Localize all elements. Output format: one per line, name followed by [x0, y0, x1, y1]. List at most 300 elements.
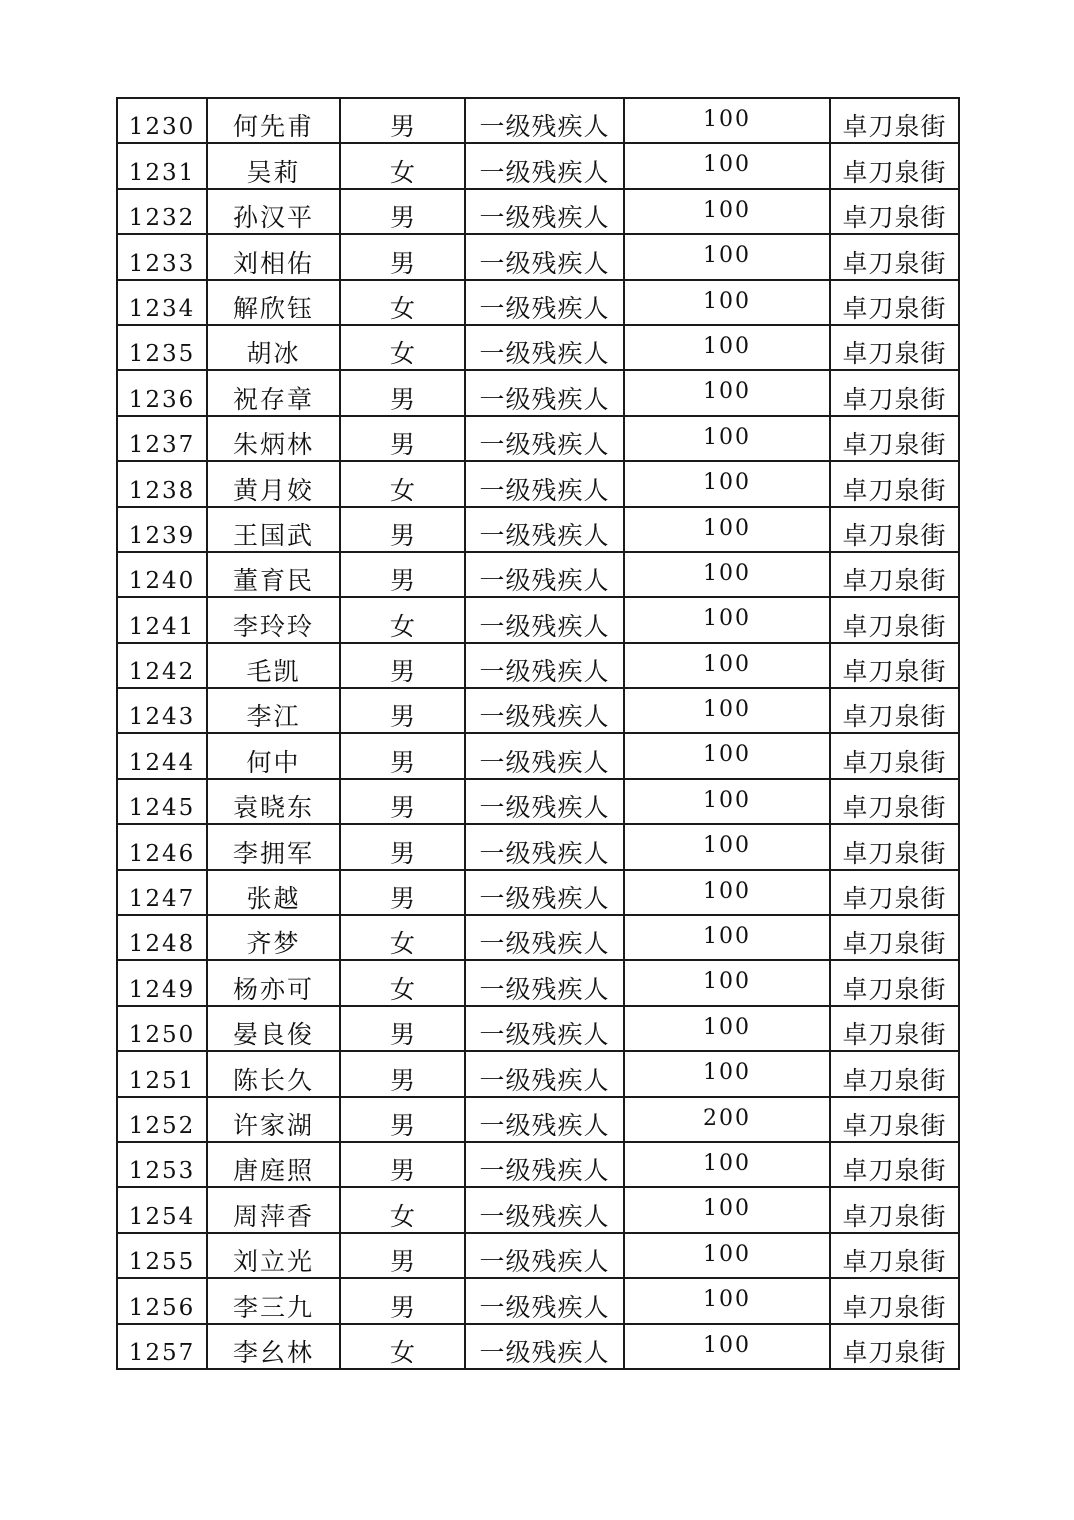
street-cell [830, 189, 959, 234]
amount-cell [624, 688, 830, 733]
street-cell [830, 1006, 959, 1051]
person-name-text: 晏良俊 [232, 1020, 314, 1050]
amount-cell [624, 824, 830, 869]
gender-text: 男 [389, 1020, 415, 1050]
street-cell [830, 1278, 959, 1323]
table-row [117, 1006, 959, 1051]
person-name-cell [207, 733, 340, 778]
table-row [117, 643, 959, 688]
disability-level-cell [465, 733, 624, 778]
amount-text: 100 [703, 833, 751, 859]
gender-cell [340, 779, 465, 824]
amount-text: 100 [703, 1332, 751, 1358]
disability-level-cell [465, 325, 624, 370]
disability-level-text: 一级残疾人 [479, 1065, 610, 1095]
amount-cell [624, 143, 830, 188]
person-name-cell [207, 1097, 340, 1142]
gender-text: 男 [389, 566, 415, 596]
person-name-text: 刘相佑 [232, 248, 314, 278]
gender-cell [340, 1051, 465, 1096]
person-name-cell [207, 1051, 340, 1096]
disability-level-cell [465, 552, 624, 597]
amount-text: 100 [703, 1196, 751, 1222]
disability-level-text: 一级残疾人 [479, 293, 610, 323]
table-row [117, 1233, 959, 1278]
person-name-text: 祝存章 [232, 384, 314, 414]
gender-text: 男 [389, 430, 415, 460]
person-name-text: 董育民 [232, 566, 314, 596]
gender-cell [340, 733, 465, 778]
record-number-cell [117, 597, 207, 642]
gender-cell [340, 416, 465, 461]
record-number-cell [117, 1233, 207, 1278]
table-row [117, 597, 959, 642]
person-name-cell [207, 960, 340, 1005]
record-number-text: 1233 [128, 250, 196, 277]
gender-text: 男 [389, 793, 415, 823]
person-name-text: 李拥军 [232, 838, 314, 868]
amount-cell [624, 1142, 830, 1187]
street-cell [830, 325, 959, 370]
record-number-text: 1254 [128, 1203, 196, 1230]
amount-text: 100 [703, 107, 751, 132]
gender-cell [340, 143, 465, 188]
person-name-text: 袁晓东 [232, 793, 314, 823]
gender-text: 男 [389, 1110, 415, 1140]
person-name-text: 何先甫 [232, 112, 314, 142]
record-number-text: 1252 [128, 1112, 196, 1139]
street-cell [830, 779, 959, 824]
disability-level-cell [465, 597, 624, 642]
amount-cell [624, 870, 830, 915]
table-row [117, 779, 959, 824]
record-number-cell [117, 960, 207, 1005]
street-cell [830, 643, 959, 688]
table-row [117, 1097, 959, 1142]
person-name-text: 胡冰 [246, 339, 301, 369]
record-number-text: 1236 [128, 386, 196, 413]
disability-level-text: 一级残疾人 [479, 384, 610, 414]
table-row [117, 325, 959, 370]
street-text: 卓刀泉街 [842, 1292, 947, 1322]
street-text: 卓刀泉街 [842, 838, 947, 868]
street-text: 卓刀泉街 [842, 929, 947, 959]
disability-level-text: 一级残疾人 [479, 1156, 610, 1186]
gender-text: 女 [389, 974, 415, 1004]
disability-level-cell [465, 189, 624, 234]
disability-level-cell [465, 779, 624, 824]
person-name-cell [207, 915, 340, 960]
street-cell [830, 370, 959, 415]
street-cell [830, 280, 959, 325]
gender-cell [340, 507, 465, 552]
amount-text: 100 [703, 1241, 751, 1267]
person-name-text: 陈长久 [232, 1065, 314, 1095]
disability-level-text: 一级残疾人 [479, 1110, 610, 1140]
person-name-cell [207, 643, 340, 688]
gender-text: 男 [389, 1247, 415, 1277]
gender-cell [340, 1278, 465, 1323]
street-cell [830, 1097, 959, 1142]
gender-cell [340, 98, 465, 143]
disability-level-text: 一级残疾人 [479, 657, 610, 687]
record-number-cell [117, 189, 207, 234]
gender-text: 男 [389, 1156, 415, 1186]
gender-text: 男 [389, 384, 415, 414]
record-number-cell [117, 824, 207, 869]
record-number-text: 1238 [128, 477, 196, 504]
record-number-text: 1239 [128, 522, 196, 549]
disability-level-cell [465, 1187, 624, 1232]
amount-cell [624, 643, 830, 688]
disability-level-text: 一级残疾人 [479, 974, 610, 1004]
amount-text: 100 [703, 424, 751, 450]
record-number-cell [117, 733, 207, 778]
gender-text: 女 [389, 929, 415, 959]
disability-level-cell [465, 416, 624, 461]
street-text: 卓刀泉街 [842, 1337, 947, 1367]
record-number-text: 1245 [128, 795, 196, 822]
street-cell [830, 870, 959, 915]
record-number-cell [117, 1051, 207, 1096]
table-row [117, 461, 959, 506]
gender-text: 女 [389, 157, 415, 187]
street-text: 卓刀泉街 [842, 1065, 947, 1095]
record-number-text: 1243 [128, 704, 196, 731]
gender-cell [340, 824, 465, 869]
person-name-text: 毛凯 [246, 657, 301, 687]
street-cell [830, 98, 959, 143]
amount-text: 100 [703, 379, 751, 405]
amount-text: 100 [703, 243, 751, 269]
amount-cell [624, 234, 830, 279]
amount-text: 100 [703, 333, 751, 359]
gender-text: 男 [389, 702, 415, 732]
gender-text: 女 [389, 339, 415, 369]
table-row [117, 824, 959, 869]
amount-text: 100 [703, 969, 751, 995]
gender-text: 女 [389, 475, 415, 505]
amount-cell [624, 1278, 830, 1323]
record-number-cell [117, 915, 207, 960]
person-name-text: 刘立光 [232, 1247, 314, 1277]
amount-text: 100 [703, 924, 751, 950]
disability-level-cell [465, 370, 624, 415]
gender-text: 女 [389, 293, 415, 323]
amount-cell [624, 325, 830, 370]
amount-cell [624, 597, 830, 642]
record-number-text: 1237 [128, 432, 196, 459]
street-cell [830, 915, 959, 960]
record-number-cell [117, 1187, 207, 1232]
disability-level-text: 一级残疾人 [479, 520, 610, 550]
disability-level-text: 一级残疾人 [479, 611, 610, 641]
disability-level-cell [465, 507, 624, 552]
street-text: 卓刀泉街 [842, 293, 947, 323]
record-number-cell [117, 779, 207, 824]
disability-level-text: 一级残疾人 [479, 203, 610, 233]
person-name-text: 孙汉平 [232, 203, 314, 233]
amount-text: 100 [703, 515, 751, 541]
table-row [117, 1187, 959, 1232]
disability-level-text: 一级残疾人 [479, 838, 610, 868]
person-name-cell [207, 597, 340, 642]
table-row [117, 98, 959, 143]
gender-cell [340, 189, 465, 234]
amount-text: 100 [703, 1060, 751, 1086]
record-number-cell [117, 461, 207, 506]
disability-level-text: 一级残疾人 [479, 157, 610, 187]
person-name-cell [207, 779, 340, 824]
table-row [117, 733, 959, 778]
amount-cell [624, 280, 830, 325]
record-number-text: 1255 [128, 1249, 196, 1276]
person-name-cell [207, 98, 340, 143]
amount-cell [624, 915, 830, 960]
street-cell [830, 1142, 959, 1187]
disability-level-cell [465, 1051, 624, 1096]
record-number-cell [117, 688, 207, 733]
disability-level-text: 一级残疾人 [479, 702, 610, 732]
street-cell [830, 461, 959, 506]
record-number-cell [117, 370, 207, 415]
person-name-text: 朱炳林 [232, 430, 314, 460]
amount-cell [624, 1051, 830, 1096]
gender-cell [340, 234, 465, 279]
table-row [117, 870, 959, 915]
disability-level-text: 一级残疾人 [479, 475, 610, 505]
street-text: 卓刀泉街 [842, 475, 947, 505]
record-number-text: 1251 [128, 1067, 196, 1094]
person-name-cell [207, 552, 340, 597]
table-row [117, 1278, 959, 1323]
gender-text: 男 [389, 747, 415, 777]
gender-text: 女 [389, 611, 415, 641]
person-name-text: 唐庭照 [232, 1156, 314, 1186]
disability-level-cell [465, 461, 624, 506]
record-number-cell [117, 325, 207, 370]
amount-cell [624, 370, 830, 415]
table-row [117, 507, 959, 552]
record-number-cell [117, 98, 207, 143]
amount-text: 100 [703, 1014, 751, 1040]
amount-text: 100 [703, 878, 751, 904]
table-row [117, 370, 959, 415]
amount-text: 100 [703, 470, 751, 496]
disability-level-text: 一级残疾人 [479, 747, 610, 777]
gender-cell [340, 1233, 465, 1278]
street-cell [830, 507, 959, 552]
person-name-text: 杨亦可 [232, 974, 314, 1004]
person-name-cell [207, 1187, 340, 1232]
amount-cell [624, 416, 830, 461]
street-text: 卓刀泉街 [842, 1156, 947, 1186]
table-row [117, 416, 959, 461]
street-text: 卓刀泉街 [842, 747, 947, 777]
record-number-cell [117, 1324, 207, 1369]
street-cell [830, 416, 959, 461]
disability-level-cell [465, 280, 624, 325]
disability-level-cell [465, 870, 624, 915]
amount-cell [624, 779, 830, 824]
amount-cell [624, 1006, 830, 1051]
person-name-text: 周萍香 [232, 1201, 314, 1231]
record-number-cell [117, 507, 207, 552]
amount-text: 200 [703, 1105, 751, 1131]
amount-cell [624, 189, 830, 234]
person-name-cell [207, 416, 340, 461]
street-text: 卓刀泉街 [842, 339, 947, 369]
record-number-cell [117, 280, 207, 325]
street-cell [830, 1051, 959, 1096]
disability-level-cell [465, 824, 624, 869]
person-name-text: 王国武 [232, 520, 314, 550]
person-name-cell [207, 1006, 340, 1051]
gender-text: 男 [389, 1065, 415, 1095]
gender-text: 男 [389, 884, 415, 914]
person-name-cell [207, 461, 340, 506]
amount-text: 100 [703, 787, 751, 813]
amount-text: 100 [703, 742, 751, 768]
gender-text: 男 [389, 203, 415, 233]
gender-text: 男 [389, 112, 415, 142]
gender-cell [340, 1142, 465, 1187]
amount-text: 100 [703, 1287, 751, 1313]
person-name-cell [207, 370, 340, 415]
street-text: 卓刀泉街 [842, 157, 947, 187]
table-row [117, 234, 959, 279]
table-row [117, 552, 959, 597]
street-cell [830, 688, 959, 733]
street-cell [830, 824, 959, 869]
gender-cell [340, 597, 465, 642]
gender-cell [340, 1187, 465, 1232]
disability-level-cell [465, 98, 624, 143]
person-name-cell [207, 1324, 340, 1369]
table-row [117, 280, 959, 325]
record-number-text: 1256 [128, 1294, 196, 1321]
gender-text: 男 [389, 838, 415, 868]
gender-cell [340, 1324, 465, 1369]
amount-cell [624, 1187, 830, 1232]
amount-text: 100 [703, 651, 751, 677]
gender-cell [340, 552, 465, 597]
disability-level-text: 一级残疾人 [479, 112, 610, 142]
disability-level-text: 一级残疾人 [479, 566, 610, 596]
person-name-cell [207, 280, 340, 325]
person-name-text: 张越 [246, 884, 301, 914]
gender-cell [340, 960, 465, 1005]
disability-level-cell [465, 234, 624, 279]
record-number-text: 1241 [128, 613, 196, 640]
gender-cell [340, 325, 465, 370]
amount-text: 100 [703, 697, 751, 723]
table-row [117, 189, 959, 234]
record-number-text: 1257 [128, 1339, 196, 1366]
disability-level-text: 一级残疾人 [479, 1201, 610, 1231]
disability-level-cell [465, 1097, 624, 1142]
street-text: 卓刀泉街 [842, 566, 947, 596]
street-text: 卓刀泉街 [842, 974, 947, 1004]
table-row [117, 960, 959, 1005]
table-row [117, 143, 959, 188]
street-cell [830, 1233, 959, 1278]
disability-level-text: 一级残疾人 [479, 1337, 610, 1367]
amount-text: 100 [703, 1150, 751, 1176]
amount-text: 100 [703, 560, 751, 586]
person-name-text: 李江 [246, 702, 301, 732]
disability-level-cell [465, 960, 624, 1005]
disability-level-text: 一级残疾人 [479, 1292, 610, 1322]
person-name-cell [207, 688, 340, 733]
street-text: 卓刀泉街 [842, 203, 947, 233]
record-number-text: 1231 [128, 159, 196, 186]
person-name-cell [207, 189, 340, 234]
street-text: 卓刀泉街 [842, 611, 947, 641]
disability-level-text: 一级残疾人 [479, 248, 610, 278]
street-text: 卓刀泉街 [842, 1110, 947, 1140]
amount-cell [624, 98, 830, 143]
amount-cell [624, 1097, 830, 1142]
street-text: 卓刀泉街 [842, 793, 947, 823]
gender-text: 女 [389, 1201, 415, 1231]
person-name-cell [207, 507, 340, 552]
beneficiary-table [116, 97, 960, 1370]
street-text: 卓刀泉街 [842, 248, 947, 278]
gender-text: 女 [389, 1337, 415, 1367]
person-name-cell [207, 1233, 340, 1278]
person-name-text: 李幺林 [232, 1337, 314, 1367]
disability-level-cell [465, 143, 624, 188]
record-number-cell [117, 234, 207, 279]
record-number-cell [117, 1278, 207, 1323]
gender-text: 男 [389, 248, 415, 278]
amount-cell [624, 733, 830, 778]
gender-cell [340, 280, 465, 325]
gender-cell [340, 370, 465, 415]
amount-text: 100 [703, 152, 751, 178]
street-cell [830, 1187, 959, 1232]
record-number-text: 1235 [128, 341, 196, 368]
street-cell [830, 960, 959, 1005]
amount-cell [624, 1324, 830, 1369]
person-name-text: 齐梦 [246, 929, 301, 959]
record-number-cell [117, 416, 207, 461]
disability-level-text: 一级残疾人 [479, 929, 610, 959]
person-name-text: 许家湖 [232, 1110, 314, 1140]
record-number-text: 1230 [128, 114, 196, 141]
disability-level-text: 一级残疾人 [479, 1020, 610, 1050]
amount-text: 100 [703, 288, 751, 314]
record-number-cell [117, 1097, 207, 1142]
person-name-text: 何中 [246, 747, 301, 777]
gender-cell [340, 1006, 465, 1051]
person-name-cell [207, 1142, 340, 1187]
gender-cell [340, 461, 465, 506]
street-cell [830, 143, 959, 188]
person-name-cell [207, 143, 340, 188]
record-number-text: 1253 [128, 1158, 196, 1185]
record-number-text: 1249 [128, 976, 196, 1003]
record-number-text: 1246 [128, 840, 196, 867]
street-text: 卓刀泉街 [842, 1020, 947, 1050]
disability-level-text: 一级残疾人 [479, 430, 610, 460]
table-row [117, 1324, 959, 1369]
street-text: 卓刀泉街 [842, 1201, 947, 1231]
record-number-text: 1244 [128, 749, 196, 776]
disability-level-text: 一级残疾人 [479, 793, 610, 823]
amount-cell [624, 461, 830, 506]
